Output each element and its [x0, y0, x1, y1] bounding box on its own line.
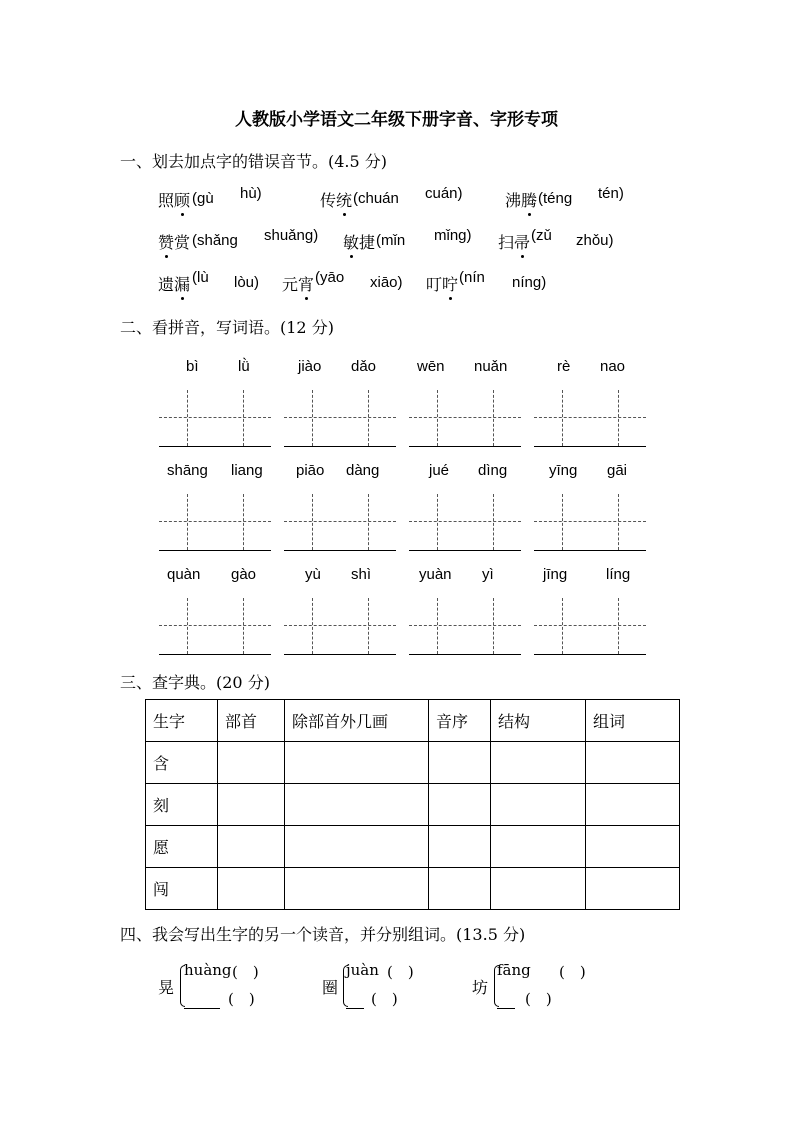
writing-grid[interactable] [409, 390, 521, 447]
s1-option-b: zhǒu) [576, 232, 614, 249]
s2-pinyin: liang [231, 462, 263, 479]
s4-paren[interactable]: ( ) [387, 963, 414, 981]
section3-heading: 三、查字典。(20 分) [120, 673, 270, 692]
s2-pinyin: nuǎn [474, 358, 508, 375]
writing-grid[interactable] [409, 494, 521, 551]
answer-cell[interactable] [586, 868, 680, 910]
answer-cell[interactable] [586, 784, 680, 826]
answer-cell[interactable] [218, 826, 285, 868]
s2-pinyin: jué [429, 462, 450, 479]
writing-grid[interactable] [284, 390, 396, 447]
s2-pinyin: gào [231, 566, 257, 583]
s4-pinyin: huàng [184, 961, 232, 979]
s1-word-4: 赞赏 [158, 230, 190, 253]
s2-pinyin: piāo [296, 462, 325, 479]
s2-pinyin: dàng [346, 462, 380, 479]
s2-pinyin: jiào [298, 358, 322, 375]
s1-option-b: cuán) [425, 185, 463, 202]
writing-grid[interactable] [534, 390, 646, 447]
s1-option-b: tén) [598, 185, 624, 202]
s1-word-7: 遗漏 [158, 272, 190, 295]
answer-cell[interactable] [285, 826, 429, 868]
column-header: 生字 [146, 700, 218, 742]
writing-grid[interactable] [284, 598, 396, 655]
answer-cell[interactable] [429, 868, 491, 910]
s2-pinyin: yì [482, 566, 494, 583]
s2-pinyin: yīng [549, 462, 578, 479]
answer-cell[interactable] [429, 742, 491, 784]
s4-pinyin: fāng [497, 961, 531, 979]
column-header: 组词 [586, 700, 680, 742]
s4-paren[interactable]: ( ) [525, 990, 552, 1008]
s4-paren[interactable]: ( ) [371, 990, 398, 1008]
answer-cell[interactable] [491, 868, 586, 910]
s2-pinyin: quàn [167, 566, 201, 583]
answer-blank[interactable] [497, 1008, 515, 1009]
s1-word-2: 传统 [320, 188, 352, 211]
s1-option-a: (mǐn [376, 232, 406, 249]
answer-cell[interactable] [586, 826, 680, 868]
answer-cell[interactable] [218, 868, 285, 910]
writing-grid[interactable] [159, 390, 271, 447]
s4-paren[interactable]: ( ) [232, 963, 259, 981]
s2-pinyin: líng [606, 566, 631, 583]
table-row [146, 784, 680, 826]
char-cell: 闯 [146, 868, 218, 910]
s1-option-a: (shǎng [192, 232, 238, 249]
answer-cell[interactable] [491, 742, 586, 784]
s2-pinyin: rè [557, 358, 571, 375]
s1-option-a: (lù [192, 269, 209, 286]
table-row [146, 868, 680, 910]
section1-heading: 一、划去加点字的错误音节。(4.5 分) [120, 152, 388, 171]
s1-option-b: mǐng) [434, 227, 472, 244]
s2-pinyin: shāng [167, 462, 208, 479]
answer-cell[interactable] [491, 826, 586, 868]
s1-option-a: (chuán [353, 190, 399, 207]
answer-cell[interactable] [285, 784, 429, 826]
answer-cell[interactable] [429, 784, 491, 826]
answer-cell[interactable] [429, 826, 491, 868]
char-cell: 刻 [146, 784, 218, 826]
s4-char: 晃 [158, 978, 175, 997]
answer-cell[interactable] [218, 784, 285, 826]
s4-paren[interactable]: ( ) [559, 963, 586, 981]
s2-pinyin: yù [305, 566, 321, 583]
s4-char: 坊 [472, 978, 489, 997]
s1-word-1: 照顾 [158, 188, 190, 211]
s2-pinyin: yuàn [419, 566, 452, 583]
s4-pinyin: juàn [346, 961, 379, 979]
table-header-row [146, 700, 680, 742]
s2-pinyin: shì [351, 566, 372, 583]
s1-option-a: (téng [538, 190, 573, 207]
s2-pinyin: jīng [543, 566, 568, 583]
s1-word-5: 敏捷 [343, 230, 375, 253]
s1-option-a: (yāo [315, 269, 345, 286]
s2-pinyin: nao [600, 358, 626, 375]
s4-paren[interactable]: ( ) [228, 990, 255, 1008]
writing-grid[interactable] [409, 598, 521, 655]
s1-option-b: xiāo) [370, 274, 403, 291]
s2-pinyin: bì [186, 358, 199, 375]
s1-word-9: 叮咛 [426, 272, 458, 295]
s1-option-b: lòu) [234, 274, 260, 291]
s1-option-a: (zǔ [531, 227, 552, 244]
s1-option-a: (nín [459, 269, 485, 286]
char-cell: 含 [146, 742, 218, 784]
s1-word-8: 元宵 [282, 272, 314, 295]
answer-cell[interactable] [491, 784, 586, 826]
s2-pinyin: wēn [417, 358, 445, 375]
dictionary-table [145, 699, 680, 910]
writing-grid[interactable] [284, 494, 396, 551]
s1-option-b: shuǎng) [264, 227, 319, 244]
section4-heading: 四、我会写出生字的另一个读音，并分别组词。(13.5 分) [120, 925, 526, 944]
column-header: 部首 [218, 700, 285, 742]
column-header: 除部首外几画 [285, 700, 429, 742]
s2-pinyin: dìng [478, 462, 508, 479]
writing-grid[interactable] [534, 598, 646, 655]
s1-option-b: hù) [240, 185, 262, 202]
s4-char: 圈 [322, 978, 339, 997]
answer-blank[interactable] [346, 1008, 364, 1009]
s2-pinyin: dǎo [351, 358, 377, 375]
writing-grid[interactable] [534, 494, 646, 551]
s2-pinyin: lǜ [238, 358, 250, 375]
char-cell: 愿 [146, 826, 218, 868]
s2-pinyin: gāi [607, 462, 628, 479]
s1-word-6: 扫帚 [498, 230, 530, 253]
answer-cell[interactable] [586, 742, 680, 784]
s1-option-a: (gù [192, 190, 214, 207]
writing-grid[interactable] [159, 598, 271, 655]
page-title: 人教版小学语文二年级下册字音、字形专项 [235, 110, 558, 130]
writing-grid[interactable] [159, 494, 271, 551]
column-header: 音序 [429, 700, 491, 742]
answer-cell[interactable] [285, 868, 429, 910]
answer-blank[interactable] [184, 1008, 220, 1009]
answer-cell[interactable] [218, 742, 285, 784]
s1-option-b: níng) [512, 274, 547, 291]
column-header: 结构 [491, 700, 586, 742]
table-row [146, 826, 680, 868]
section2-heading: 二、看拼音，写词语。(12 分) [120, 318, 334, 337]
answer-cell[interactable] [285, 742, 429, 784]
s1-word-3: 沸腾 [505, 188, 537, 211]
table-row [146, 742, 680, 784]
